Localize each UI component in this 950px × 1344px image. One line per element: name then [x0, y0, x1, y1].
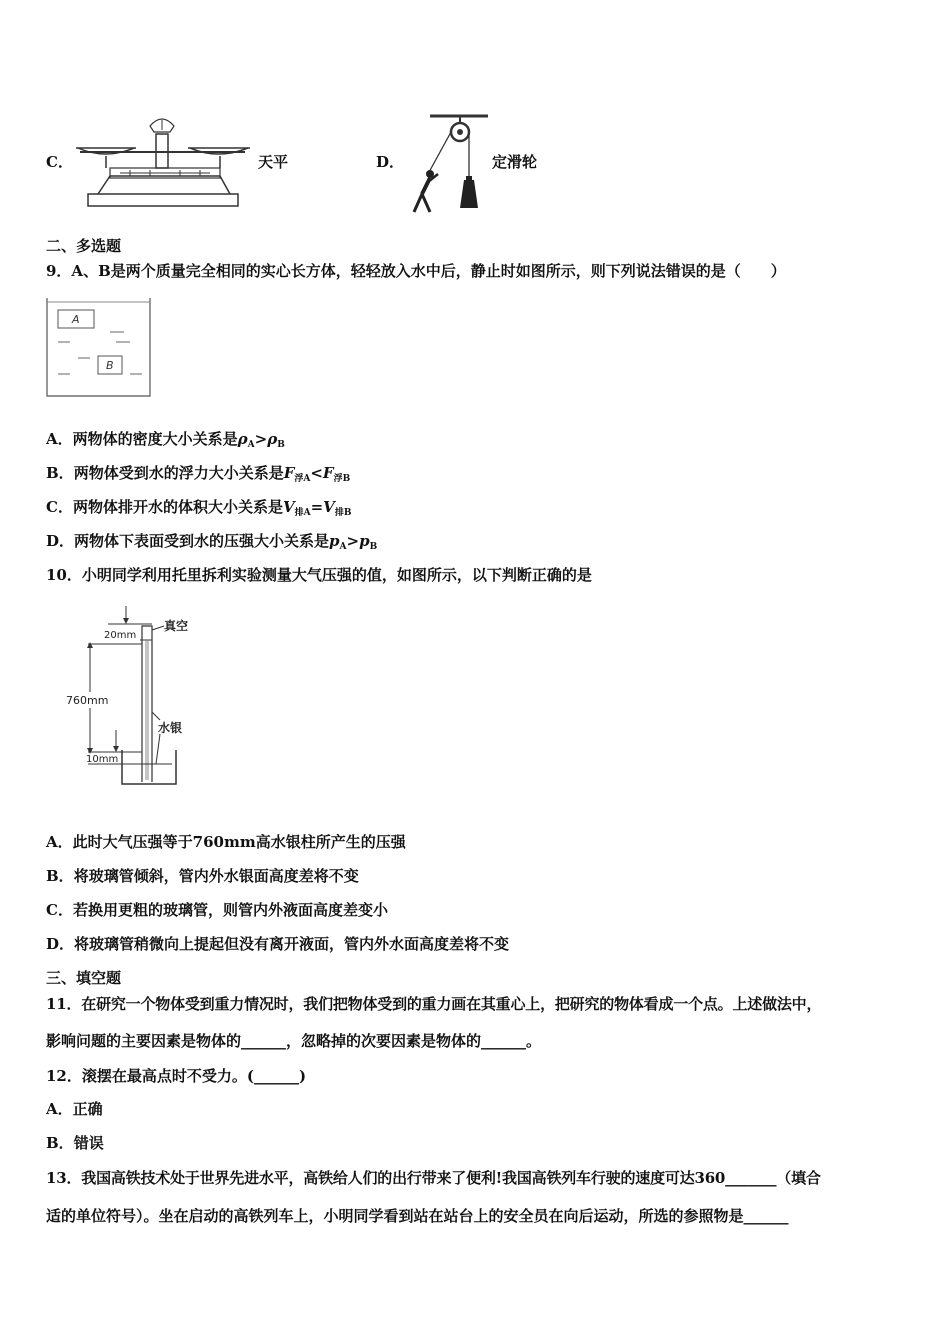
question-9-option-c: C．两物体排开水的体积大小关系是$V_{排A}=V_{排B}$ [46, 498, 352, 518]
question-9-option-b: B．两物体受到水的浮力大小关系是$F_{浮A}<F_{浮B}$ [46, 464, 351, 484]
question-12-option-b: B．错误 [46, 1134, 104, 1152]
pulley-figure [400, 112, 500, 218]
q10-torricelli-figure [60, 604, 200, 788]
question-13-line1: 13．我国高铁技术处于世界先进水平，高铁给人们的出行带来了便利!我国高铁列车行驶的速度可达360_______（填合 [46, 1169, 821, 1187]
question-11-line1: 11．在研究一个物体受到重力情况时，我们把物体受到的重力画在其重心上，把研究的物体看成一个点。上述做法中， [46, 995, 822, 1013]
q9-block-a-label: A [72, 313, 80, 326]
question-10-option-a: A．此时大气压强等于760mm高水银柱所产生的压强 [46, 833, 406, 851]
q10-dim-top-label: 20mm [104, 630, 137, 641]
q9-block-b-label: B [106, 359, 114, 372]
q10-vacuum-label: 真空 [164, 619, 189, 633]
q10-dim-main-label: 760mm [66, 694, 109, 707]
question-13-line2: 适的单位符号）。坐在启动的高铁列车上，小明同学看到站在站台上的安全员在向后运动，所选的参照物是______ [46, 1207, 789, 1225]
section-title-multiple-choice: 二、多选题 [46, 237, 122, 255]
question-12-option-a: A．正确 [46, 1100, 103, 1118]
question-9-option-a: A．两物体的密度大小关系是$\rho_A>\rho_B$ [46, 430, 285, 450]
question-10-option-c: C．若换用更粗的玻璃管，则管内外液面高度差变小 [46, 901, 388, 919]
question-12-stem: 12．滚摆在最高点时不受力。(______) [46, 1067, 307, 1085]
option-c-letter: C． [46, 153, 73, 171]
question-10-stem: 10．小明同学利用托里拆利实验测量大气压强的值，如图所示，以下判断正确的是 [46, 566, 592, 584]
balance-figure [70, 112, 260, 212]
section-title-fill-in: 三、填空题 [46, 969, 122, 987]
question-9-stem: 9．A、B是两个质量完全相同的实心长方体，轻轻放入水中后，静止时如图所示，则下列说法错误的是（ ） [46, 262, 786, 280]
question-10-option-d: D．将玻璃管稍微向上提起但没有离开液面，管内外水面高度差将不变 [46, 935, 510, 953]
q9-water-container-figure [46, 296, 156, 398]
question-10-option-b: B．将玻璃管倾斜，管内外水银面高度差将不变 [46, 867, 359, 885]
question-9-option-d: D．两物体下表面受到水的压强大小关系是$p_A>p_B$ [46, 532, 378, 552]
q10-dim-bottom-label: 10mm [86, 754, 119, 765]
option-d-letter: D． [376, 153, 405, 171]
option-c-label: 天平 [258, 153, 289, 171]
q10-mercury-label: 水银 [158, 721, 183, 735]
question-11-line2: 影响问题的主要因素是物体的______，忽略掉的次要因素是物体的______。 [46, 1032, 542, 1050]
option-d-label: 定滑轮 [492, 153, 538, 171]
